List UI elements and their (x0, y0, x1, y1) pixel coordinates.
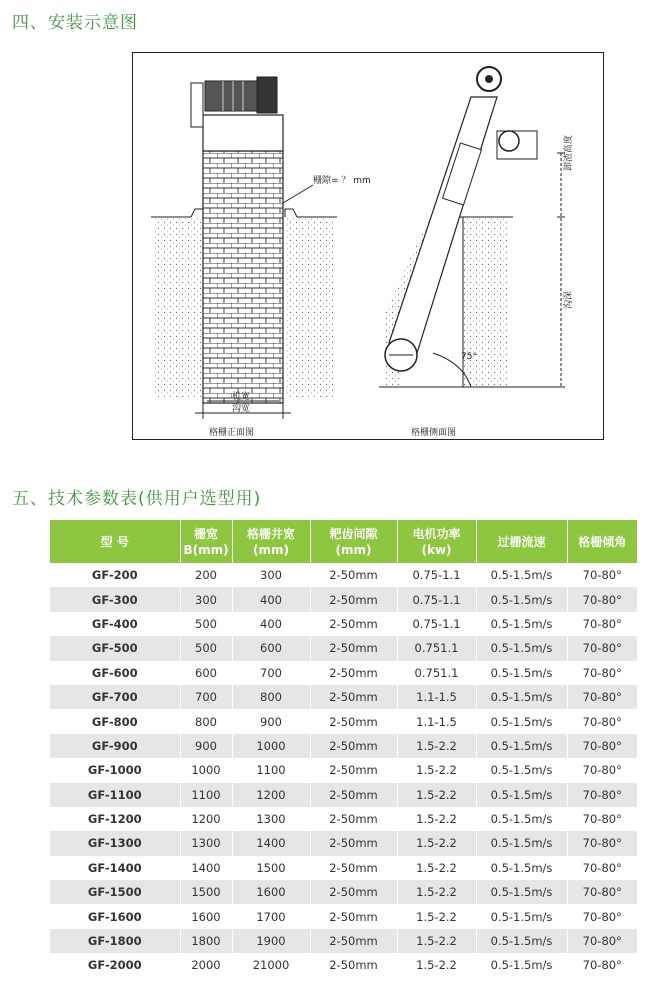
table-cell: 0.5-1.5m/s (476, 953, 567, 977)
table-cell: 0.75-1.1 (397, 612, 476, 636)
installation-diagram-drawing (133, 53, 605, 441)
table-cell: 1900 (232, 929, 310, 953)
model-cell: GF-1500 (50, 880, 180, 904)
model-cell: GF-1600 (50, 904, 180, 928)
model-cell: GF-1000 (50, 758, 180, 782)
table-row (50, 929, 637, 953)
table-cell: 1000 (180, 758, 232, 782)
column-header-line1: 格栅倾角 (578, 534, 627, 549)
table-cell: 70-80° (567, 612, 637, 636)
table-cell: 0.5-1.5m/s (476, 831, 567, 855)
table-cell: 21000 (232, 953, 310, 977)
channel-width-label: 沟宽 (232, 404, 251, 414)
column-header (397, 520, 476, 563)
table-cell: 0.5-1.5m/s (476, 929, 567, 953)
table-row (50, 587, 637, 611)
table-cell: 700 (180, 685, 232, 709)
table-cell: 70-80° (567, 758, 637, 782)
table-cell: 70-80° (567, 587, 637, 611)
angle-label: 75° (461, 352, 477, 362)
table-cell: 2-50mm (310, 856, 397, 880)
column-header (180, 520, 232, 563)
column-header-line2: B(mm) (183, 542, 229, 557)
table-cell: 1.5-2.2 (397, 929, 476, 953)
table-row (50, 783, 637, 807)
table-cell: 70-80° (567, 807, 637, 831)
model-cell: GF-400 (50, 612, 180, 636)
column-header (50, 520, 180, 563)
model-cell: GF-2000 (50, 953, 180, 977)
table-cell: 70-80° (567, 661, 637, 685)
column-header-line2: (kw) (421, 542, 452, 557)
table-cell: 0.5-1.5m/s (476, 856, 567, 880)
table-cell: 1300 (180, 831, 232, 855)
table-row (50, 856, 637, 880)
table-cell: 70-80° (567, 856, 637, 880)
model-cell: GF-200 (50, 563, 180, 587)
table-row (50, 685, 637, 709)
column-header (232, 520, 310, 563)
gap-label: 栅隙= ？ mm (313, 176, 371, 186)
table-cell: 700 (232, 661, 310, 685)
table-cell: 2-50mm (310, 587, 397, 611)
table-cell: 900 (180, 734, 232, 758)
table-cell: 0.5-1.5m/s (476, 636, 567, 660)
table-cell: 1.1-1.5 (397, 685, 476, 709)
table-cell: 70-80° (567, 929, 637, 953)
table-row (50, 953, 637, 977)
table-cell: 1600 (232, 880, 310, 904)
front-view (151, 77, 337, 419)
section-4-title: 四、安装示意图 (12, 13, 138, 33)
table-cell: 600 (180, 661, 232, 685)
table-cell: 0.751.1 (397, 661, 476, 685)
table-row (50, 880, 637, 904)
table-cell: 1800 (180, 929, 232, 953)
installation-diagram (132, 52, 604, 440)
table-cell: 2-50mm (310, 685, 397, 709)
table-cell: 1.1-1.5 (397, 709, 476, 733)
model-cell: GF-600 (50, 661, 180, 685)
model-cell: GF-1100 (50, 783, 180, 807)
model-cell: GF-900 (50, 734, 180, 758)
table-cell: 500 (180, 612, 232, 636)
side-view-caption: 格栅侧面图 (411, 428, 457, 438)
table-cell: 0.75-1.1 (397, 563, 476, 587)
model-cell: GF-1200 (50, 807, 180, 831)
table-cell: 400 (232, 612, 310, 636)
model-cell: GF-800 (50, 709, 180, 733)
table-cell: 2-50mm (310, 783, 397, 807)
model-cell: GF-300 (50, 587, 180, 611)
table-cell: 1.5-2.2 (397, 880, 476, 904)
column-header-line1: 耙齿间隙 (329, 526, 378, 541)
table-cell: 1.5-2.2 (397, 831, 476, 855)
table-row (50, 831, 637, 855)
column-header-line1: 型 号 (100, 534, 129, 549)
table-cell: 70-80° (567, 734, 637, 758)
table-cell: 0.75-1.1 (397, 587, 476, 611)
column-header (567, 520, 637, 563)
model-cell: GF-700 (50, 685, 180, 709)
table-row (50, 612, 637, 636)
table-cell: 1200 (232, 783, 310, 807)
model-cell: GF-1800 (50, 929, 180, 953)
table-cell: 70-80° (567, 636, 637, 660)
front-view-caption: 格栅正面图 (209, 428, 255, 438)
table-cell: 0.5-1.5m/s (476, 661, 567, 685)
table-cell: 1600 (180, 904, 232, 928)
table-cell: 0.751.1 (397, 636, 476, 660)
column-header (476, 520, 567, 563)
discharge-height-label: 卸渣高度 (564, 134, 574, 171)
table-cell: 1000 (232, 734, 310, 758)
table-cell: 0.5-1.5m/s (476, 563, 567, 587)
table-cell: 1.5-2.2 (397, 807, 476, 831)
table-cell: 2-50mm (310, 734, 397, 758)
table-cell: 1.5-2.2 (397, 856, 476, 880)
table-cell: 1.5-2.2 (397, 758, 476, 782)
table-cell: 800 (232, 685, 310, 709)
table-cell: 1200 (180, 807, 232, 831)
table-cell: 2-50mm (310, 758, 397, 782)
table-cell: 300 (180, 587, 232, 611)
channel-depth-label: 沟深 (564, 290, 574, 309)
table-cell: 2-50mm (310, 612, 397, 636)
table-cell: 2-50mm (310, 636, 397, 660)
table-cell: 2000 (180, 953, 232, 977)
table-cell: 70-80° (567, 880, 637, 904)
side-view (379, 67, 565, 387)
table-cell: 0.5-1.5m/s (476, 587, 567, 611)
table-cell: 400 (232, 587, 310, 611)
table-cell: 500 (180, 636, 232, 660)
table-row (50, 563, 637, 587)
table-cell: 900 (232, 709, 310, 733)
table-cell: 70-80° (567, 953, 637, 977)
column-header-line1: 过栅流速 (497, 534, 546, 549)
table-cell: 2-50mm (310, 880, 397, 904)
table-row (50, 758, 637, 782)
table-cell: 1500 (180, 880, 232, 904)
column-header (310, 520, 397, 563)
table-cell: 0.5-1.5m/s (476, 612, 567, 636)
table-cell: 1700 (232, 904, 310, 928)
table-cell: 600 (232, 636, 310, 660)
table-cell: 1100 (180, 783, 232, 807)
table-cell: 1100 (232, 758, 310, 782)
table-cell: 70-80° (567, 904, 637, 928)
table-cell: 70-80° (567, 709, 637, 733)
table-cell: 0.5-1.5m/s (476, 807, 567, 831)
table-cell: 0.5-1.5m/s (476, 880, 567, 904)
spec-table (50, 520, 637, 978)
model-cell: GF-500 (50, 636, 180, 660)
column-header-line2: (mm) (335, 542, 372, 557)
table-row (50, 807, 637, 831)
table-cell: 0.5-1.5m/s (476, 783, 567, 807)
table-cell: 2-50mm (310, 563, 397, 587)
table-row (50, 636, 637, 660)
table-cell: 0.5-1.5m/s (476, 709, 567, 733)
table-cell: 1300 (232, 807, 310, 831)
table-cell: 2-50mm (310, 831, 397, 855)
table-cell: 1.5-2.2 (397, 734, 476, 758)
table-row (50, 709, 637, 733)
column-header-line1: 格栅井宽(mm) (246, 526, 295, 557)
table-body (50, 563, 637, 978)
table-cell: 1400 (232, 831, 310, 855)
table-row (50, 661, 637, 685)
table-cell: 800 (180, 709, 232, 733)
table-cell: 0.5-1.5m/s (476, 904, 567, 928)
table-cell: 2-50mm (310, 953, 397, 977)
table-cell: 2-50mm (310, 929, 397, 953)
table-row (50, 904, 637, 928)
table-cell: 70-80° (567, 685, 637, 709)
table-cell: 0.5-1.5m/s (476, 734, 567, 758)
table-cell: 0.5-1.5m/s (476, 758, 567, 782)
table-cell: 1500 (232, 856, 310, 880)
table-cell: 1.5-2.2 (397, 904, 476, 928)
table-cell: 0.5-1.5m/s (476, 685, 567, 709)
table-cell: 1400 (180, 856, 232, 880)
table-cell: 2-50mm (310, 904, 397, 928)
table-row (50, 734, 637, 758)
table-cell: 200 (180, 563, 232, 587)
table-cell: 2-50mm (310, 807, 397, 831)
table-cell: 1.5-2.2 (397, 953, 476, 977)
table-cell: 2-50mm (310, 661, 397, 685)
model-cell: GF-1400 (50, 856, 180, 880)
table-cell: 70-80° (567, 831, 637, 855)
column-header-line1: 电机功率 (412, 526, 461, 541)
table-header-row (50, 520, 637, 563)
table-cell: 300 (232, 563, 310, 587)
section-5-title: 五、技术参数表(供用户选型用) (12, 489, 262, 509)
table-cell: 70-80° (567, 783, 637, 807)
machine-width-label: 机宽 (232, 392, 251, 402)
model-cell: GF-1300 (50, 831, 180, 855)
column-header-line1: 栅宽 (193, 526, 218, 541)
table-cell: 2-50mm (310, 709, 397, 733)
table-cell: 1.5-2.2 (397, 783, 476, 807)
table-cell: 70-80° (567, 563, 637, 587)
